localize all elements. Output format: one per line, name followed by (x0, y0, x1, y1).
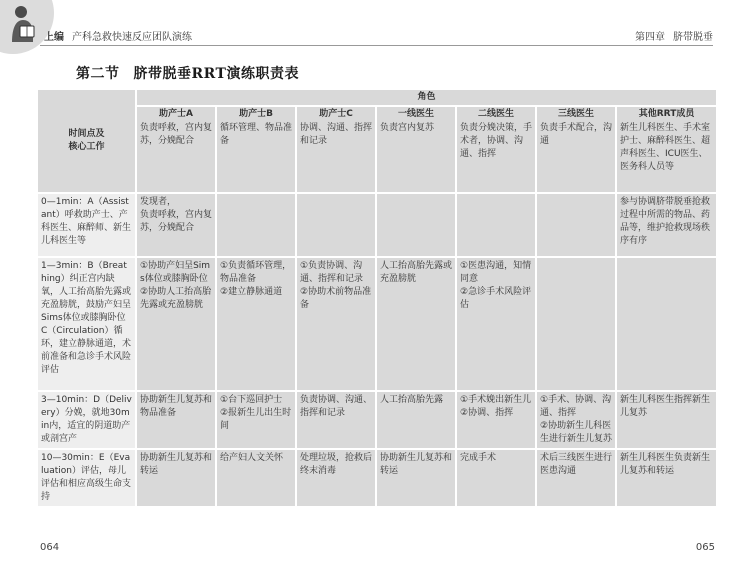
duty-cell (296, 257, 376, 391)
duty-line: 人工抬高胎先露 (380, 395, 444, 405)
table-row (37, 193, 717, 257)
duty-line: 新生儿科医生指挥新生儿复苏 (620, 395, 711, 418)
role-header-third-line-doctor: 三线医生 负责手术配合，沟通 (536, 106, 616, 193)
duty-line: ①台下巡回护士 (220, 395, 283, 405)
duty-line: ②建立静脉通道 (220, 287, 283, 297)
duty-line: 给产妇人文关怀 (220, 453, 284, 463)
duty-cell (616, 257, 717, 391)
duty-table (36, 88, 718, 508)
duty-cell (456, 449, 536, 507)
duty-table-body (37, 193, 717, 507)
duty-line: 人工抬高胎先露或充盈膀胱 (380, 261, 453, 284)
duty-line: ②报新生儿出生时间 (220, 408, 292, 431)
duty-cell (536, 193, 616, 257)
duty-cell (536, 257, 616, 391)
role-header-second-line-doctor: 二线医生 负责分娩决策，手术者，协调、沟通、指挥 (456, 106, 536, 193)
duty-line: ①协助产妇呈Sims体位或膝胸卧位 (140, 261, 211, 284)
duty-cell (216, 193, 296, 257)
duty-cell (136, 257, 216, 391)
duty-line: 负责协调、沟通、指挥和记录 (300, 395, 373, 418)
role-header-other-rrt: 其他RRT成员 新生儿科医生、手术室护士、麻醉科医生、超声科医生、ICU医生、医务科人员等 (616, 106, 717, 193)
duty-cell (616, 193, 717, 257)
time-point-cell: 3—10min：D（Delivery）分娩，就地30min内，适宜的阴道助产或剖宫产 (37, 391, 136, 449)
role-header-midwife-b: 助产士B 循环管理、物品准备 (216, 106, 296, 193)
duty-line: 负责呼救，宫内复苏，分娩配合 (140, 210, 213, 233)
duty-line: 完成手术 (460, 453, 497, 463)
duty-line: ②协助术前物品准备 (300, 287, 372, 310)
duty-cell (536, 449, 616, 507)
duty-line: ②协助人工抬高胎先露或充盈膀胱 (140, 287, 212, 310)
duty-line: 处理垃圾，抢救后终末消毒 (300, 453, 373, 476)
duty-line: 协助新生儿复苏和转运 (380, 453, 453, 476)
page-number-right: 065 (695, 542, 715, 553)
duty-cell (376, 193, 456, 257)
duty-line: 术后三线医生进行医患沟通 (540, 453, 613, 476)
duty-cell (216, 449, 296, 507)
duty-cell (136, 391, 216, 449)
duty-line: 协助新生儿复苏和物品准备 (140, 395, 213, 418)
chapter-label: 第四章 (635, 32, 665, 43)
duty-line: 新生儿科医生负责新生儿复苏和转运 (620, 453, 711, 476)
time-column-header: 时间点及 核心工作 (37, 89, 136, 193)
reader-figure-icon (6, 2, 40, 46)
duty-cell (456, 257, 536, 391)
duty-line: ①手术、协调、沟通、指挥 (540, 395, 612, 418)
duty-line: ①负责循环管理，物品准备 (220, 261, 292, 284)
running-header-right (635, 28, 713, 43)
duty-cell (376, 391, 456, 449)
section-heading (76, 63, 299, 83)
table-row (37, 449, 717, 507)
part-label: 上编 (44, 32, 64, 43)
chapter-title: 脐带脱垂 (673, 32, 713, 43)
duty-cell (536, 391, 616, 449)
duty-cell (456, 193, 536, 257)
duty-cell (136, 449, 216, 507)
duty-line: 协助新生儿复苏和转运 (140, 453, 213, 476)
time-point-cell: 1—3min：B（Breathing）纠正宫内缺氧，人工抬高胎先露或充盈膀胱，鼓励产妇呈Sims体位或膝胸卧位 C（Circulation）循环，建立静脉通道，术前准备和急诊手术风险评估 (37, 257, 136, 391)
duty-cell (296, 193, 376, 257)
duty-cell (376, 449, 456, 507)
role-band-header: 角色 (136, 89, 717, 106)
duty-line: 发现者， (140, 197, 177, 207)
book-title: 产科急救快速反应团队演练 (72, 32, 192, 43)
duty-line: ①手术娩出新生儿 (460, 395, 532, 405)
header-rule (40, 45, 713, 46)
section-title: 脐带脱垂RRT演练职责表 (133, 66, 299, 82)
duty-cell (456, 391, 536, 449)
duty-cell (216, 391, 296, 449)
duty-cell (296, 449, 376, 507)
duty-line: ②协调、指挥 (460, 408, 514, 418)
duty-line: ②急诊手术风险评估 (460, 287, 532, 310)
duty-cell (376, 257, 456, 391)
role-header-midwife-c: 助产士C 协调、沟通、指挥和记录 (296, 106, 376, 193)
duty-cell (616, 449, 717, 507)
duty-cell (616, 391, 717, 449)
table-row (37, 257, 717, 391)
time-point-cell: 0—1min：A（Assistant）呼救助产士、产科医生、麻醉师、新生儿科医生等 (37, 193, 136, 257)
running-header-left (44, 28, 192, 43)
table-row (37, 391, 717, 449)
duty-line: 参与协调脐带脱垂抢救过程中所需的物品、药品等，维护抢救现场秩序有序 (620, 197, 711, 246)
time-point-cell: 10—30min：E（Evaluation）评估，母儿评估和相应高级生命支持 (37, 449, 136, 507)
role-header-midwife-a: 助产士A 负责呼救，宫内复苏，分娩配合 (136, 106, 216, 193)
role-header-first-line-doctor: 一线医生 负责宫内复苏 (376, 106, 456, 193)
duty-cell (216, 257, 296, 391)
page-number-left: 064 (40, 542, 60, 553)
duty-line: ①负责协调、沟通、指挥和记录 (300, 261, 364, 284)
duty-line: ②协助新生儿科医生进行新生儿复苏 (540, 421, 613, 444)
section-number: 第二节 (76, 66, 120, 82)
duty-line: ①医患沟通，知情同意 (460, 261, 532, 284)
duty-cell (296, 391, 376, 449)
duty-cell (136, 193, 216, 257)
